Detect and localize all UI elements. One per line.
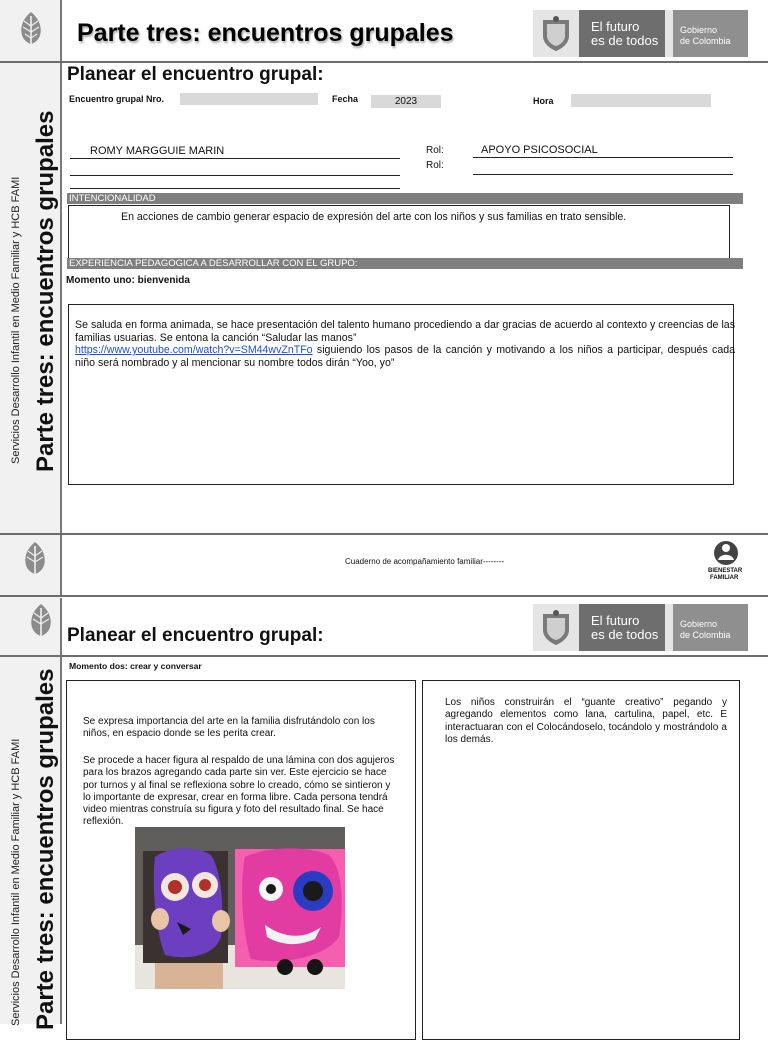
fecha-field[interactable]: 2023	[371, 95, 441, 108]
gov-logo-gov2: de Colombia	[680, 630, 731, 640]
page-break-rule	[0, 595, 768, 597]
colombia-shield-icon	[539, 610, 573, 646]
side-program-name: Servicios Desarrollo Infantil en Medio Familiar y HCB FAMI	[10, 176, 22, 464]
bienestar-text1: BIENESTAR	[708, 568, 743, 574]
side-section-title-2: Parte tres: encuentros grupales	[32, 668, 59, 1030]
momento-dos-left-box	[66, 680, 416, 1040]
hora-label: Hora	[533, 96, 554, 106]
side-program-name-2: Servicios Desarrollo Infantil en Medio Familiar y HCB FAMI	[10, 738, 22, 1026]
bienestar-text2: FAMILIAR	[710, 575, 739, 581]
gov-logo-text1: El futuro	[591, 19, 640, 34]
gov-logo-gov1: Gobierno	[680, 25, 718, 35]
name-field-2[interactable]	[70, 162, 400, 176]
section-subtitle: Planear el encuentro grupal:	[67, 64, 324, 85]
name-field-3[interactable]	[70, 175, 400, 189]
gov-logo-right-panel	[673, 10, 748, 57]
encuentro-label: Encuentro grupal Nro.	[69, 94, 165, 104]
intencionalidad-header: INTENCIONALIDAD	[67, 193, 743, 204]
colombia-shield-icon	[539, 16, 573, 52]
rol1-value: APOYO PSICOSOCIAL	[481, 144, 598, 156]
footer-divider	[60, 535, 62, 596]
name-value: ROMY MARGGUIE MARIN	[90, 145, 225, 157]
gov-logo-gov2: de Colombia	[680, 36, 731, 46]
gov-logo	[533, 10, 748, 57]
rol1-field[interactable]	[473, 144, 733, 158]
footer-text: Cuaderno de acompañamiento familiar--------	[345, 557, 505, 566]
momento-dos-right-box	[422, 680, 740, 1040]
result-photo	[135, 827, 345, 989]
rol1-label: Rol:	[426, 145, 444, 156]
momento-uno-box	[68, 304, 734, 485]
name-field[interactable]	[70, 145, 400, 159]
hora-field[interactable]	[571, 94, 711, 107]
sidebar-divider	[60, 62, 62, 534]
momento-uno-label: Momento uno: bienvenida	[66, 275, 190, 286]
gov-logo-text2: es de todos	[591, 627, 659, 642]
intencionalidad-box	[68, 205, 730, 259]
momento-dos-label: Momento dos: crear y conversar	[69, 661, 202, 671]
page-title: Parte tres: encuentros grupales	[77, 19, 454, 47]
momento-uno-text-b: siguiendo los pasos de la canción y motivando a los niños a participar, después cada niño será nombrado y al mencionar su nombre todos dirán “Yoo, yo”	[75, 344, 735, 369]
bienestar-familiar-icon	[710, 538, 742, 568]
rol2-label: Rol:	[426, 160, 444, 171]
gov-logo-text1: El futuro	[591, 613, 640, 628]
gov-logo-gov1: Gobierno	[680, 619, 718, 629]
encuentro-field[interactable]	[180, 93, 318, 105]
experiencia-header: EXPERIENCIA PEDAGOGICA A DESARROLLAR CON EL GRUPO:	[67, 258, 743, 269]
gov-logo-text2: es de todos	[591, 33, 659, 48]
gov-logo-dark-panel	[579, 10, 665, 57]
momento-uno-text-a: Se saluda en forma animada, se hace presentación del talento humano procediendo a dar gracias de acuerdo al contexto y creencias de las familias usuarias. Se entona la canción “Saludar las manos”	[75, 319, 735, 344]
bienestar-familiar-logo	[700, 538, 752, 586]
left-paragraph-1: Se expresa importancia del arte en la familia disfrutándolo con los niños, en espacio donde se les perita crear.	[83, 716, 375, 740]
side-section-title: Parte tres: encuentros grupales	[32, 110, 59, 472]
momento-uno-text	[75, 319, 735, 369]
gov-logo-right-panel	[673, 604, 748, 651]
left-paragraph-2: Se procede a hacer figura al respaldo de una lámina con dos agujeros para los brazos agregando cada parte sin ver. Este ejercicio se hace por turnos y al final se reflexiona sobre lo creado, cómo se sintieron y lo importante de expresar, crear en forma libre. Cada persona tendrá video mientras construía su figura y foto del resultado final. Se hace reflexión.	[83, 755, 395, 828]
leaf-icon	[24, 602, 58, 642]
fecha-label: Fecha	[332, 94, 359, 104]
header-rule	[0, 61, 768, 63]
intencionalidad-text: En acciones de cambio generar espacio de expresión del arte con los niños y sus familias en trato sensible.	[121, 211, 627, 223]
rol2-field[interactable]	[473, 161, 733, 175]
song-link[interactable]: https://www.youtube.com/watch?v=SM44wvZnTFo	[75, 344, 313, 357]
right-paragraph-1: Los niños construirán el “guante creativo” pegando y agregando elementos como lana, cartulina, papel, etc. E interactuaran con el Colocándoselo, tocándolo y mostrándolo a los demás.	[445, 697, 727, 745]
leaf-icon	[14, 10, 48, 50]
header-divider	[60, 0, 62, 62]
gov-logo-dark-panel	[579, 604, 665, 651]
sidebar-divider	[60, 598, 62, 1024]
leaf-icon	[18, 540, 52, 580]
gov-logo-2	[533, 604, 748, 651]
section-subtitle-2: Planear el encuentro grupal:	[67, 625, 324, 646]
header-rule-2	[0, 655, 768, 657]
